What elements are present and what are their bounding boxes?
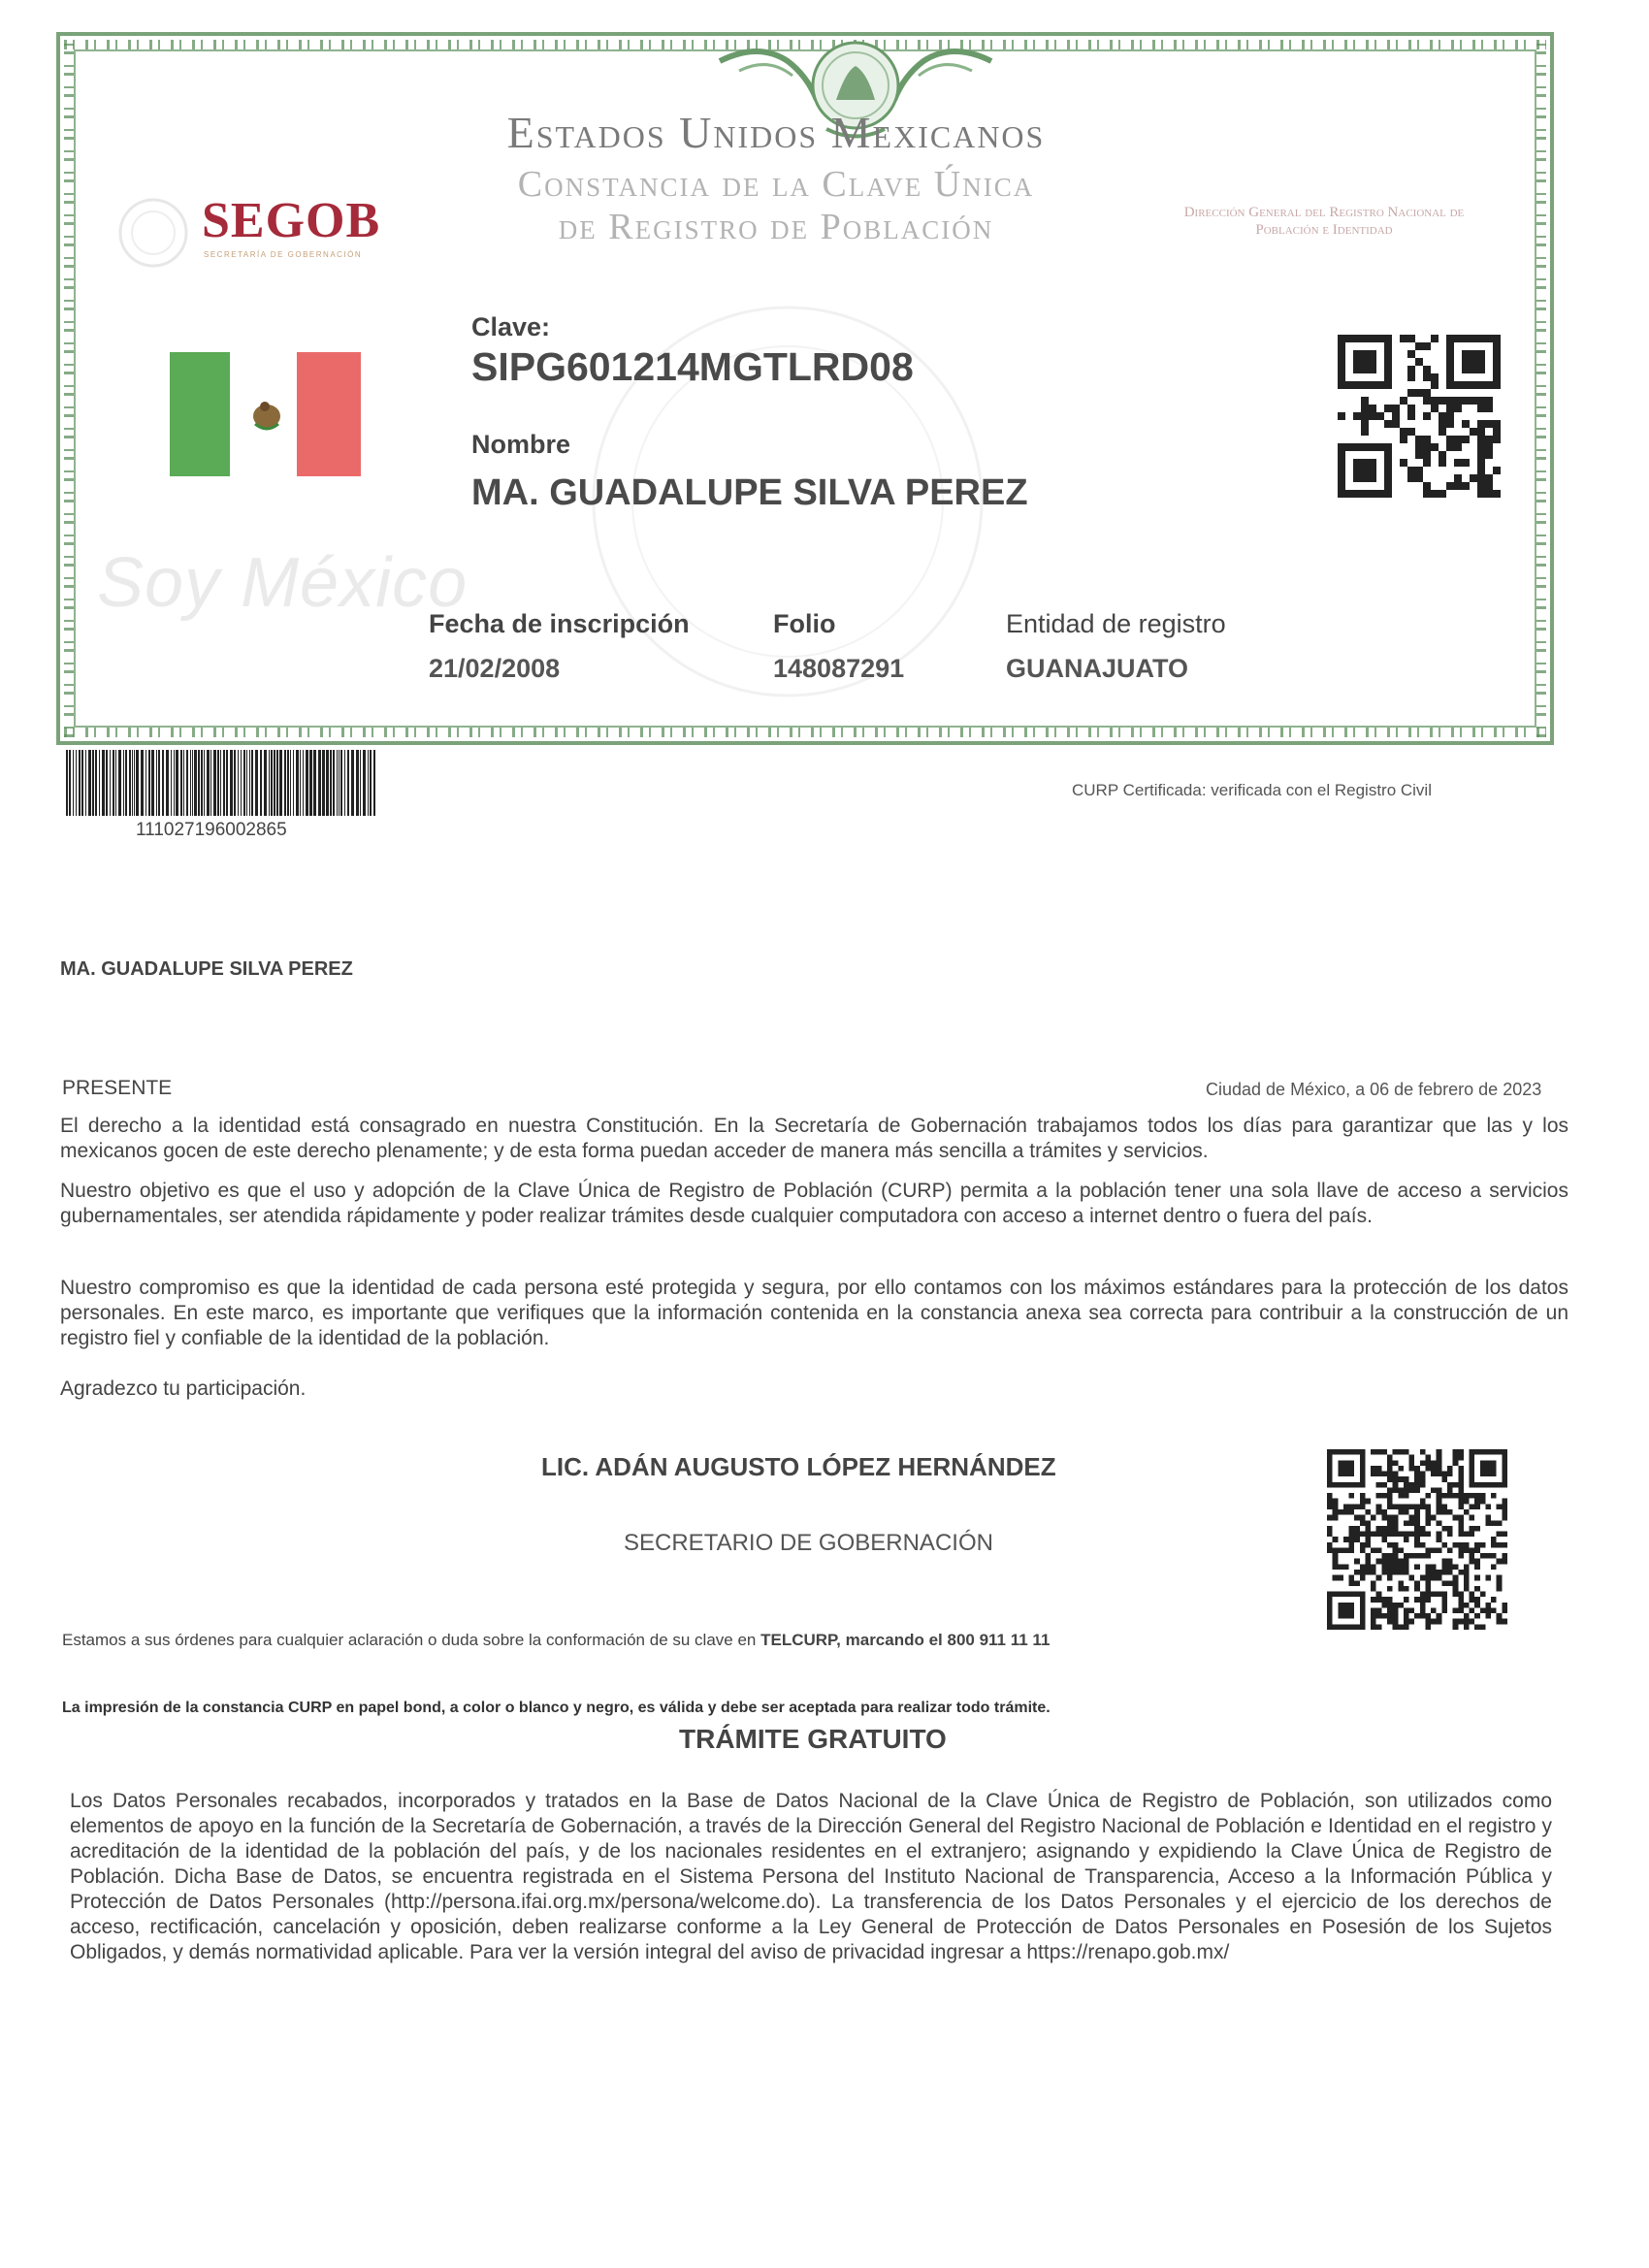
- nombre-value: MA. GUADALUPE SILVA PEREZ: [471, 472, 1028, 513]
- validity-note: La impresión de la constancia CURP en papel bond, a color o blanco y negro, es válida y debe ser aceptada para realizar todo trámite.: [62, 1700, 1051, 1716]
- segob-logo-subtitle: SECRETARÍA DE GOBERNACIÓN: [204, 250, 363, 259]
- barcode-icon: [64, 750, 379, 816]
- thanks-text: Agradezco tu participación.: [60, 1377, 307, 1400]
- paragraph-3: Nuestro compromiso es que la identidad de cada persona esté protegida y segura, por ello contamos con los máximos estándares para la protección de los datos personales. En este marco, es importante que verifiques que la información contenida en la constancia anexa sea correcta para contribuir a la construcción de un registro fiel y confiable de la identidad de la población.: [60, 1277, 1568, 1349]
- folio-value: 148087291: [773, 654, 905, 683]
- free-procedure-heading: TRÁMITE GRATUITO: [679, 1724, 947, 1754]
- frame-ornament-right: [1536, 40, 1546, 737]
- mexican-flag-icon: [170, 352, 361, 476]
- segob-emblem-icon: [114, 194, 192, 272]
- recipient-name: MA. GUADALUPE SILVA PEREZ: [60, 958, 353, 980]
- flag-eagle-icon: [245, 393, 288, 436]
- paragraph-2: Nuestro objetivo es que el uso y adopción de la Clave Única de Registro de Población (CURP) permita a la población tener una sola llave de acceso a servicios gubernamentales, ser atendida rápidamente y poder realizar trámites desde cualquier computadora con acceso a internet dentro o fuera del país.: [60, 1180, 1568, 1227]
- contact-phone: TELCURP, marcando el 800 911 11 11: [760, 1631, 1051, 1649]
- signature-qr-code-icon: [1327, 1448, 1507, 1631]
- privacy-notice: Los Datos Personales recabados, incorporados y tratados en la Base de Datos Nacional de la Clave Única de Registro de Población, son utilizados como elementos de apoyo en la función de la Secretaría de Gobernación, a través de la Dirección General del Registro Nacional de Población e Identidad en el registro y acreditación de la identidad de la población del país, y de los nacionales residentes en el extranjero; asignando y expidiendo la Clave Única de Registro de Población. Dicha Base de Datos, se encuentra registrada en el Sistema Persona del Instituto Nacional de Transparencia, Acceso a la Información Pública y Protección de Datos Personales (http://persona.ifai.org.mx/persona/welcome.do). La transferencia de los Datos Personales y el ejercicio de los derechos de acceso, rectificación, cancelación y oposición, deben realizarse conforme a la Ley General de Protección de Datos Personales en Posesión de los Sujetos Obligados, y demás normatividad aplicable. Para ver la versión integral del aviso de privacidad ingresar a https://renapo.gob.mx/: [70, 1790, 1552, 1963]
- entidad-value: GUANAJUATO: [1006, 654, 1189, 683]
- signer-name: LIC. ADÁN AUGUSTO LÓPEZ HERNÁNDEZ: [541, 1452, 1056, 1481]
- flag-red-stripe: [297, 352, 361, 476]
- soy-mexico-watermark: Soy México: [97, 544, 469, 622]
- contact-prefix: Estamos a sus órdenes para cualquier aclaración o duda sobre la conformación de su clave en: [62, 1631, 761, 1649]
- fecha-value: 21/02/2008: [429, 654, 561, 683]
- country-title: Estados Unidos Mexicanos: [506, 108, 1046, 157]
- clave-value: SIPG601214MGTLRD08: [471, 344, 914, 389]
- directorate-text: Dirección General del Registro Nacional de Población e Identidad: [1183, 205, 1465, 238]
- fecha-label: Fecha de inscripción: [429, 609, 690, 638]
- paragraph-1: El derecho a la identidad está consagrado en nuestra Constitución. En la Secretaría de Gobernación trabajamos todos los días para garantizar que las y los mexicanos gocen de este derecho plenamente; y de esta forma puedan acceder de manera más sencilla a trámites y servicios.: [60, 1115, 1568, 1162]
- certificate-title-line2: de Registro de Población: [558, 207, 994, 247]
- place-date: Ciudad de México, a 06 de febrero de 2023: [1206, 1080, 1542, 1099]
- contact-line: [62, 1631, 1050, 1650]
- frame-ornament-bottom: [64, 728, 1546, 737]
- barcode-number: 111027196002865: [136, 820, 287, 840]
- flag-green-stripe: [170, 352, 230, 476]
- signer-title: SECRETARIO DE GOBERNACIÓN: [624, 1530, 993, 1556]
- certificate-title-line1: Constancia de la Clave Única: [517, 164, 1035, 205]
- folio-label: Folio: [773, 609, 836, 638]
- nombre-label: Nombre: [471, 430, 571, 459]
- frame-ornament-left: [64, 40, 74, 737]
- clave-label: Clave:: [471, 312, 551, 341]
- entidad-label: Entidad de registro: [1006, 609, 1226, 638]
- greeting: PRESENTE: [62, 1077, 173, 1099]
- qr-code-icon: [1337, 335, 1502, 498]
- segob-logo: SEGOB: [202, 193, 381, 248]
- curp-certified-note: CURP Certificada: verificada con el Registro Civil: [1072, 781, 1432, 799]
